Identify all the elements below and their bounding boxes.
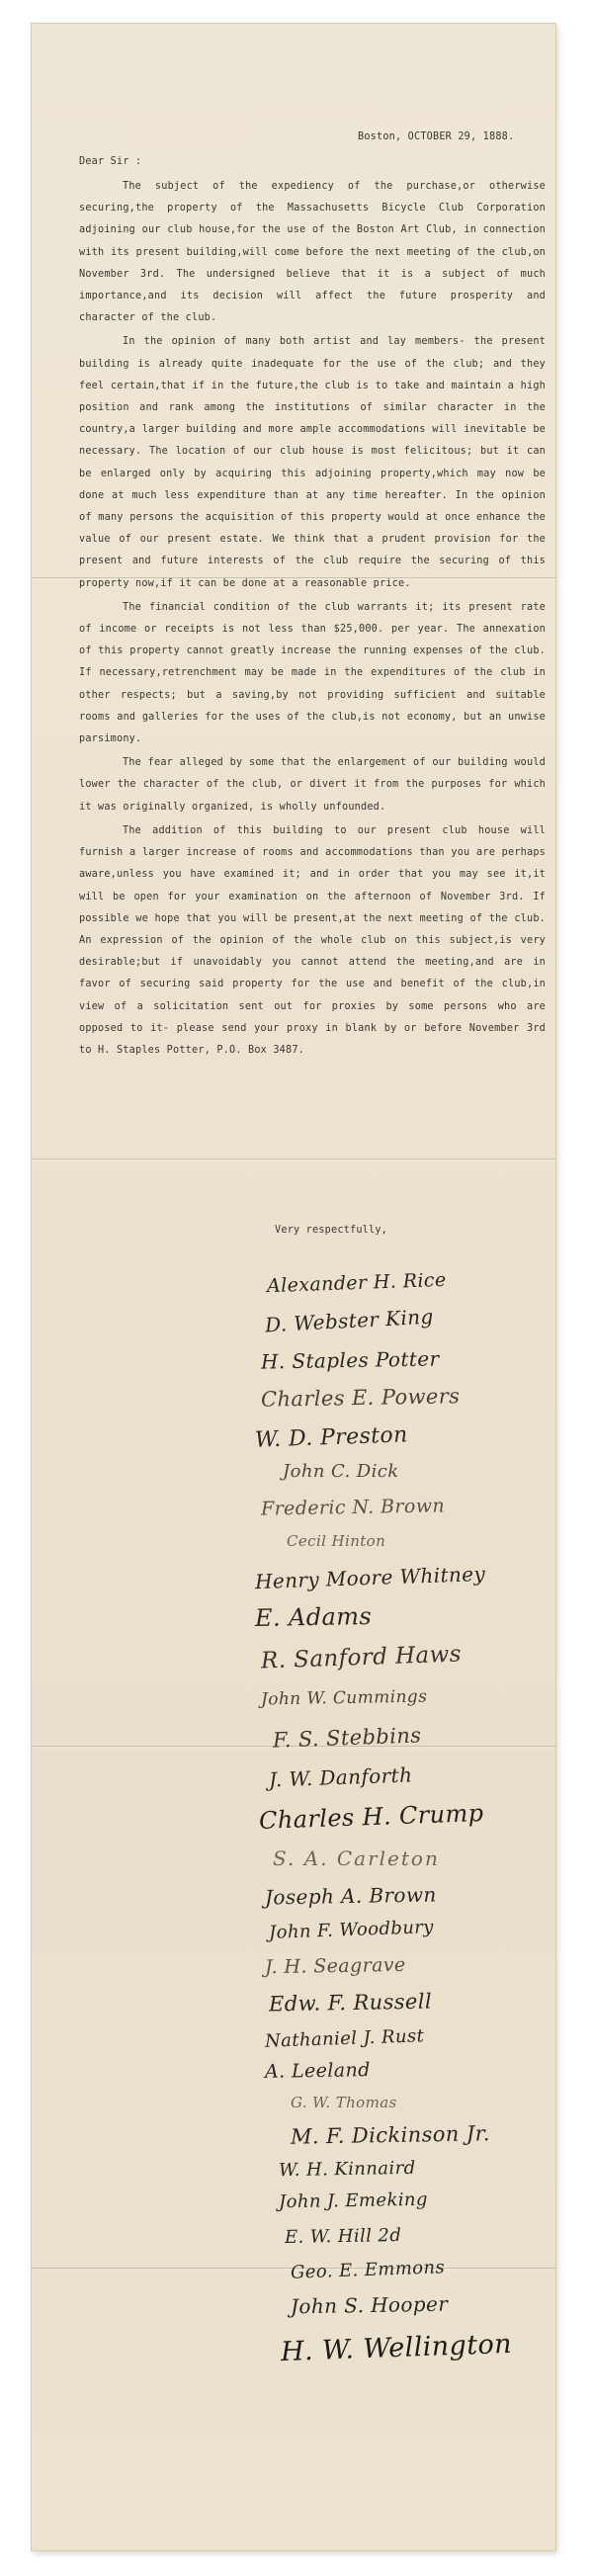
signature: E. Adams [254, 1601, 373, 1633]
signature: J. H. Seagrave [264, 1953, 406, 1979]
signature: Edw. F. Russell [268, 1989, 433, 2017]
signature: John W. Cummings [260, 1686, 428, 1710]
letter-date: Boston, OCTOBER 29, 1888. [358, 131, 515, 142]
closing: Very respectfully, [275, 1225, 388, 1236]
signature: John S. Hooper [290, 2291, 449, 2319]
signature: W. H. Kinnaird [278, 2157, 416, 2182]
signature: S. A. Carleton [273, 1846, 440, 1870]
signature: Cecil Hinton [287, 1532, 386, 1550]
signature-block [32, 24, 555, 2550]
signature: E. W. Hill 2d [284, 2224, 402, 2249]
signature: F. S. Stebbins [272, 1723, 422, 1753]
paragraph: The fear alleged by some that the enlargement of our building would lower the character of the club, or divert it from the purposes for which it was originally organized, is wholly unfounded. [79, 757, 546, 813]
salutation: Dear Sir : [79, 156, 142, 167]
signature: D. Webster King [264, 1304, 435, 1337]
signature: R. Sanford Haws [260, 1641, 463, 1674]
signature: Henry Moore Whitney [254, 1561, 486, 1594]
paragraph: In the opinion of many both artist and lay members- the present building is already quite inadequate for the use of the club; and they feel certain,that if in the future,the club is to take and maintain a high position and rank among the institutions of similar character in the country,a larger building and more ample accommodations will inevitable be necessary. The location of our club house is most felicitous; but it can be enlarged only by acquiring this adjoining property,which may now be done at much less expenditure than at any time hereafter. In the opinion of many persons the acquisition of this property would at once enhance the value of our present estate. We think that a prudent provision for the present and future interests of the club require the securing of this property now,if it can be done at a reasonable price. [79, 336, 546, 589]
paragraph: The subject of the expediency of the purchase,or otherwise securing,the property of the Massachusetts Bicycle Club Corporation adjoining our club house,for the use of the Boston Art Club, in connection with its present building,will come before the next meeting of the club,on November 3rd. The undersigned believe that it is a subject of much importance,and its decision will affect the future prosperity and character of the club. [79, 181, 546, 324]
signature: M. F. Dickinson Jr. [290, 2121, 491, 2149]
signature: J. W. Danforth [268, 1762, 413, 1792]
signature: John J. Emeking [278, 2189, 429, 2213]
signature: A. Leeland [264, 2059, 371, 2083]
paragraph: The addition of this building to our present club house will furnish a larger increase of rooms and accommodations than you are perhaps aware,unless you have examined it; and in order that you may see it,it will be open for your examination on the afternoon of November 3rd. If possible we hope that you will be present,at the next meeting of the club. An expression of the opinion of the whole club on this subject,is very desirable;but if unavoidably you cannot attend the meeting,and are in favor of securing said property for the use and benefit of the club,in view of a solicitation sent out for proxies by some persons who are opposed to it- please send your proxy in blank by or before November 3rd to H. Staples Potter, P.O. Box 3487. [79, 824, 546, 1056]
signature: H. Staples Potter [260, 1346, 440, 1374]
signature: John C. Dick [283, 1461, 399, 1482]
signature: G. W. Thomas [291, 2094, 397, 2111]
signature: Nathaniel J. Rust [264, 2025, 425, 2052]
signature: Frederic N. Brown [260, 1495, 446, 1520]
letter-sheet [32, 24, 555, 2550]
signature: Charles H. Crump [258, 1799, 484, 1835]
signature: H. W. Wellington [280, 2328, 513, 2368]
signature: Joseph A. Brown [264, 1882, 437, 1910]
paragraph: The financial condition of the club warrants it; its present rate of income or receipts is not less than $25,000. per year. The annexation of this property cannot greatly increase the running expenses of the club. If necessary,retrenchment may be made in the expenditures of the club in other respects; but a saving,by not providing sufficient and suitable rooms and galleries for the uses of the club,is not economy, but an unwise parsimony. [79, 601, 546, 745]
signature: W. D. Preston [254, 1422, 409, 1453]
signature: Charles E. Powers [260, 1384, 461, 1412]
signature: John F. Woodbury [268, 1917, 435, 1943]
signature: Alexander H. Rice [266, 1268, 447, 1298]
signature: Geo. E. Emmons [290, 2257, 446, 2283]
